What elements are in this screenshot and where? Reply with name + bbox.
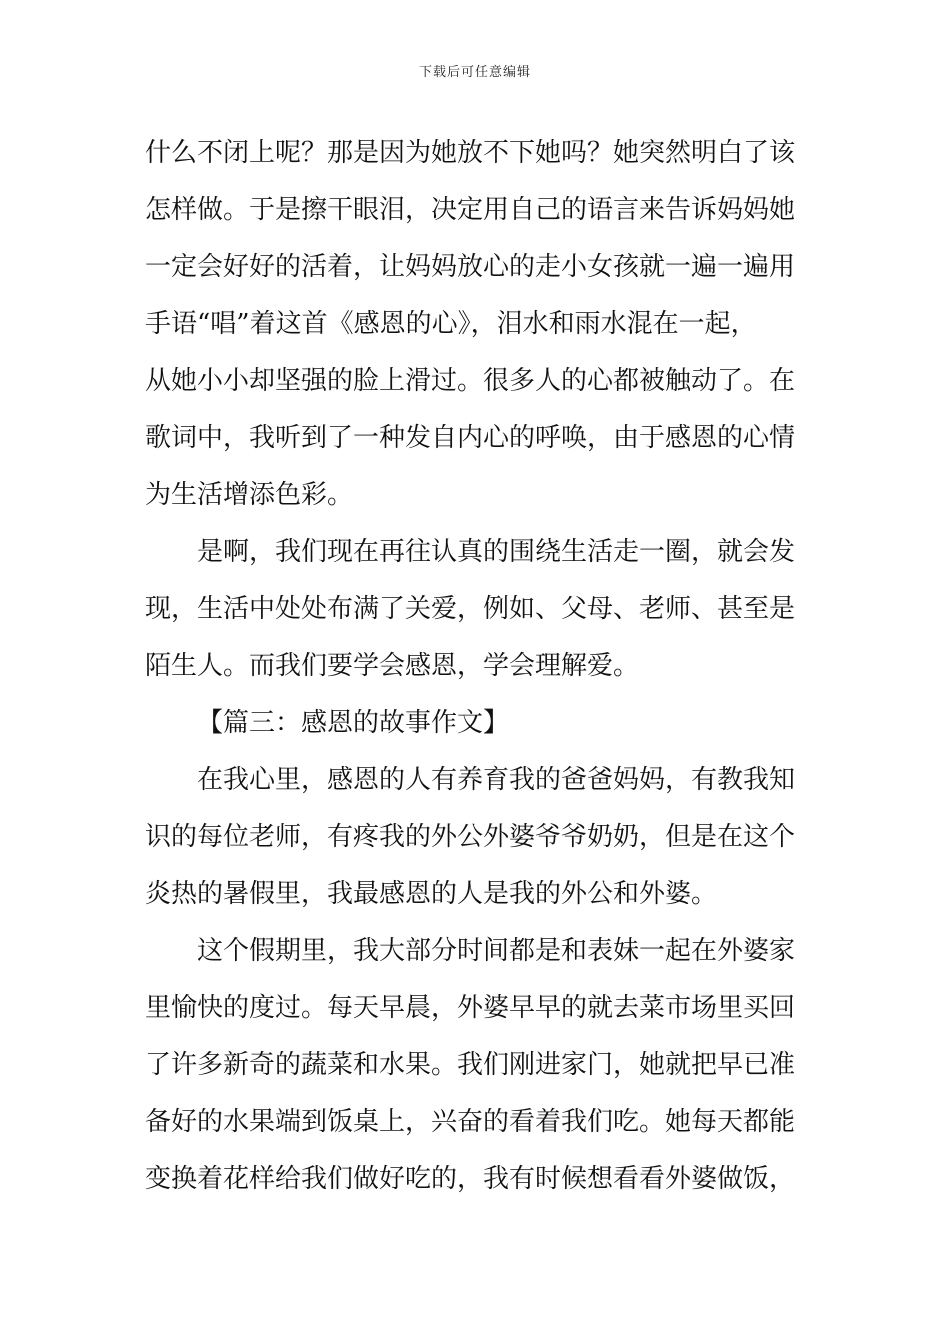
text-line: 识的每位老师，有疼我的外公外婆爷爷奶奶，但是在这个 bbox=[145, 822, 796, 852]
text-line: 了许多新奇的蔬菜和水果。我们刚进家门，她就把早已准 bbox=[145, 1050, 796, 1080]
document-body bbox=[145, 125, 807, 1208]
text-line: 陌生人。而我们要学会感恩，学会理解爱。 bbox=[145, 651, 640, 681]
text-line: 怎样做。于是擦干眼泪，决定用自己的语言来告诉妈妈她 bbox=[145, 195, 796, 225]
text-line: 什么不闭上呢？那是因为她放不下她吗？她突然明白了该 bbox=[145, 138, 796, 168]
text-line: 现，生活中处处布满了关爱，例如、父母、老师、甚至是 bbox=[145, 594, 796, 624]
text-line: 【篇三：感恩的故事作文】 bbox=[197, 708, 510, 738]
page-header: 下载后可任意编辑 bbox=[418, 65, 531, 80]
text-line: 备好的水果端到饭桌上，兴奋的看着我们吃。她每天都能 bbox=[145, 1107, 796, 1137]
text-line: 手语“唱”着这首《感恩的心》，泪水和雨水混在一起， bbox=[145, 309, 757, 339]
text-line: 一定会好好的活着，让妈妈放心的走小女孩就一遍一遍用 bbox=[145, 252, 796, 282]
text-line: 从她小小却坚强的脸上滑过。很多人的心都被触动了。在 bbox=[145, 366, 796, 396]
text-line: 歌词中，我听到了一种发自内心的呼唤，由于感恩的心情 bbox=[145, 423, 796, 453]
text-line: 为生活增添色彩。 bbox=[145, 480, 354, 510]
text-line: 是啊，我们现在再往认真的围绕生活走一圈，就会发 bbox=[197, 537, 796, 567]
text-line: 变换着花样给我们做好吃的，我有时候想看看外婆做饭， bbox=[145, 1164, 796, 1194]
text-line: 这个假期里，我大部分时间都是和表妹一起在外婆家 bbox=[197, 936, 796, 966]
text-line: 在我心里，感恩的人有养育我的爸爸妈妈，有教我知 bbox=[197, 765, 796, 795]
text-line: 里愉快的度过。每天早晨，外婆早早的就去菜市场里买回 bbox=[145, 993, 796, 1023]
text-line: 炎热的暑假里，我最感恩的人是我的外公和外婆。 bbox=[145, 879, 718, 909]
